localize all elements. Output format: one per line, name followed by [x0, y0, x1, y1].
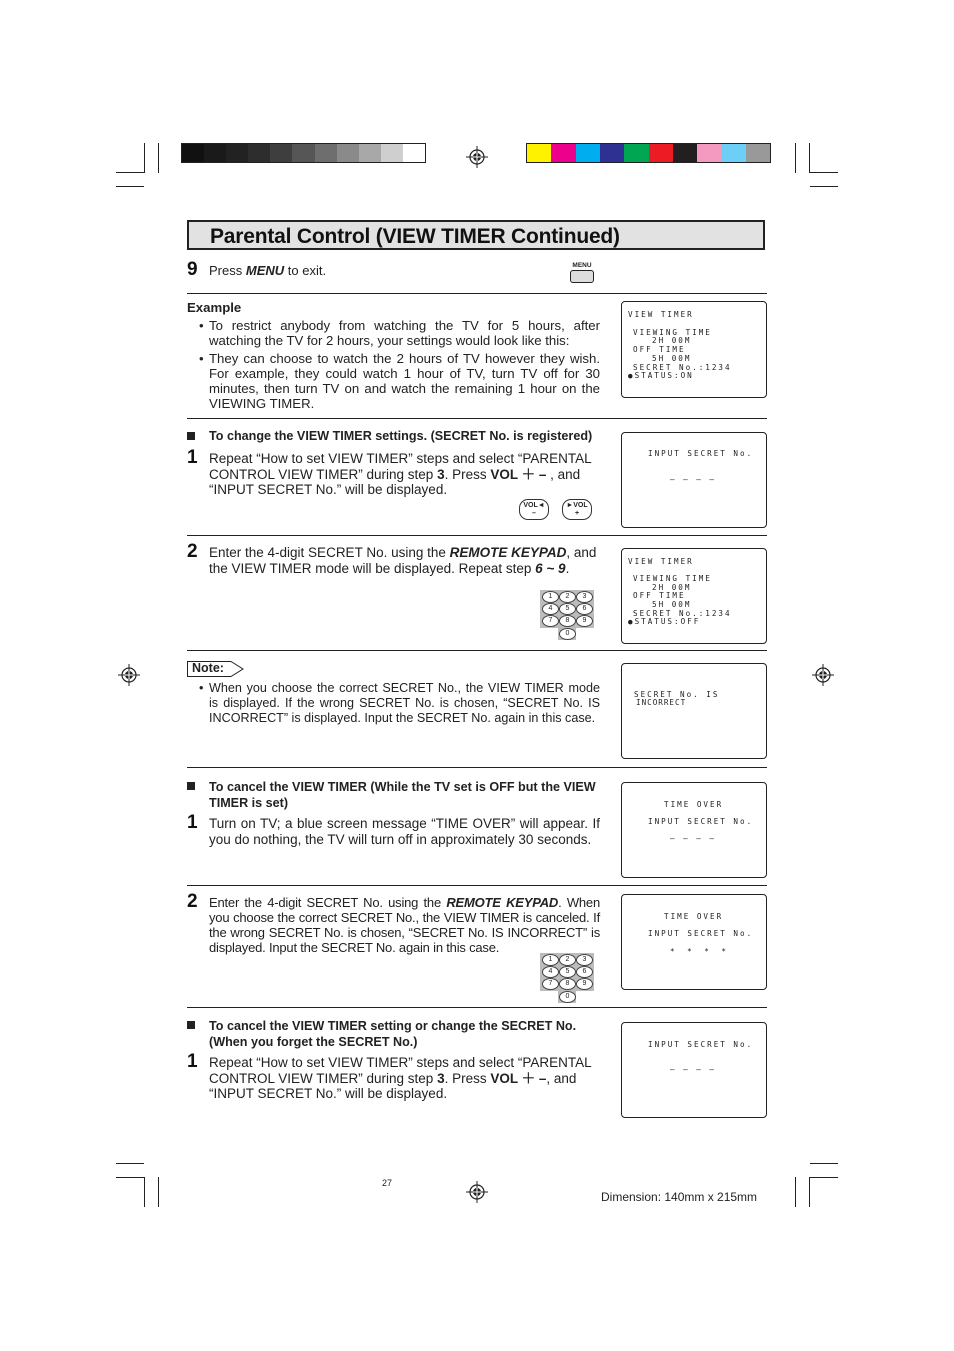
gray-swatch — [381, 144, 404, 162]
keypad-key: 6 — [576, 603, 593, 615]
menu-button-icon — [569, 262, 595, 284]
change-step2-part: Enter the 4-digit SECRET No. using the — [209, 545, 450, 560]
vol-keyword: VOL ＋ – — [490, 1070, 547, 1086]
color-swatch — [673, 144, 698, 162]
gray-swatch — [315, 144, 338, 162]
color-swatch — [624, 144, 649, 162]
forgot-step1-part: . Press — [444, 1070, 491, 1086]
change-step2-part: . — [565, 560, 570, 576]
screen-line: ●STATUS:ON — [628, 371, 694, 380]
screen-line: 5H 00M — [652, 600, 692, 609]
keypad-key: 0 — [559, 991, 576, 1003]
registration-mark-bottom — [466, 1181, 488, 1203]
registration-mark-left — [118, 664, 140, 686]
gray-swatch — [359, 144, 382, 162]
gray-swatch — [248, 144, 271, 162]
gray-swatch — [204, 144, 227, 162]
gray-swatch — [182, 144, 205, 162]
keypad-key: 8 — [559, 615, 576, 627]
change-step2-text — [209, 545, 604, 576]
step9-press: Press — [209, 263, 243, 278]
color-swatch — [551, 144, 576, 162]
divider — [187, 650, 767, 651]
divider — [187, 418, 767, 419]
keypad-key: 5 — [559, 966, 576, 978]
screen-line: – – – – — [670, 834, 717, 843]
example-bullet-1: • To restrict anybody from watching the TV for 5 hours, after watching the TV for 2 hours, your settings would look like this: — [209, 318, 600, 348]
section-bullet-square — [187, 432, 195, 440]
step-number: 1 — [187, 1051, 198, 1072]
gray-swatch — [292, 144, 315, 162]
section-bullet-square — [187, 1021, 195, 1029]
vol-keyword: VOL ＋ – — [490, 466, 547, 482]
color-swatch — [649, 144, 674, 162]
color-calibration-bar — [526, 143, 771, 163]
color-swatch — [746, 144, 771, 162]
keypad-key: 4 — [542, 966, 559, 978]
screen-line: * * * * — [670, 947, 731, 956]
keypad-key: 7 — [542, 978, 559, 990]
keypad-key: 9 — [576, 615, 593, 627]
cancel-step2-part: . When you choose the correct SECRET No., the VIEW TIMER is canceled. If the wrong SECRET No. is chosen, “SECRET No. IS INCORRECT” is displayed. Input the SECRET No. again in this case. — [209, 895, 600, 955]
keypad-key: 1 — [542, 591, 559, 603]
forgot-heading: To cancel the VIEW TIMER setting or change the SECRET No. (When you forget the SECRET No.) — [209, 1019, 577, 1049]
color-swatch — [721, 144, 746, 162]
grayscale-calibration-bar — [181, 143, 426, 163]
tv-screen-time-over-entered — [621, 894, 767, 990]
step-number: 1 — [187, 812, 198, 833]
screen-line: 5H 00M — [652, 354, 692, 363]
divider — [187, 535, 767, 536]
vol-label: VOL — [523, 502, 538, 509]
divider — [187, 767, 767, 768]
tv-screen-secret-incorrect — [621, 663, 767, 759]
forgot-step1-part: , and “INPUT SECRET No.” will be displayed. — [209, 1070, 577, 1101]
screen-line: – – – – — [670, 475, 717, 484]
change-heading: To change the VIEW TIMER settings. (SECRET No. is registered) — [209, 429, 593, 443]
menu-icon-label: MENU — [572, 262, 592, 269]
change-step1-text — [209, 451, 604, 498]
forgot-step1-text — [209, 1055, 604, 1102]
step9-menu-keyword: MENU — [245, 263, 285, 278]
page-number: 27 — [382, 1178, 393, 1188]
divider — [187, 885, 767, 886]
tv-screen-time-over — [621, 782, 767, 878]
keypad-key: 4 — [542, 603, 559, 615]
remote-keypad-keyword: REMOTE KEYPAD — [446, 895, 559, 910]
keypad-key: 3 — [576, 954, 593, 966]
remote-keypad-icon — [540, 590, 594, 640]
screen-line: VIEWING TIME — [633, 574, 712, 583]
screen-line: SECRET No.:1234 — [633, 363, 732, 372]
cancel-step1-text: Turn on TV; a blue screen message “TIME OVER” will appear. If you do nothing, the TV will turn off in approximately 30 seconds. — [209, 816, 600, 847]
screen-line: TIME OVER — [664, 912, 724, 921]
screen-line: INPUT SECRET No. — [648, 929, 754, 938]
cancel-step2-text — [209, 895, 600, 955]
step-number: 2 — [187, 891, 198, 912]
screen-line: VIEWING TIME — [633, 328, 712, 337]
example-heading: Example — [187, 300, 242, 315]
registration-mark-top — [466, 146, 488, 168]
screen-line: INPUT SECRET No. — [648, 817, 754, 826]
change-step1-part: Repeat “How to set VIEW TIMER” steps and select “PARENTAL CONTROL VIEW TIMER” during step — [209, 451, 592, 482]
gray-swatch — [337, 144, 360, 162]
keypad-key: 6 — [576, 966, 593, 978]
screen-line: INPUT SECRET No. — [648, 449, 754, 458]
note-text: • When you choose the correct SECRET No., the VIEW TIMER mode is displayed. If the wrong SECRET No. is chosen, “SECRET No. IS INCORRECT” is displayed. Input the SECRET No. again in this case. — [209, 681, 600, 726]
change-step2-part: , and the VIEW TIMER mode will be displayed. Repeat step — [209, 545, 597, 576]
vol-down-button-icon: VOL◄ – — [519, 499, 549, 520]
step-number: 2 — [187, 541, 198, 562]
screen-line: – – – – — [670, 1065, 717, 1074]
forgot-step1-part: Repeat “How to set VIEW TIMER” steps and select “PARENTAL CONTROL VIEW TIMER” during step — [209, 1055, 592, 1086]
tv-screen-view-timer-off — [621, 548, 767, 644]
page-title: Parental Control (VIEW TIMER Continued) — [210, 225, 620, 248]
keypad-key: 8 — [559, 978, 576, 990]
gray-swatch — [226, 144, 249, 162]
dimension-note: Dimension: 140mm x 215mm — [601, 1190, 758, 1204]
screen-line: VIEW TIMER — [628, 557, 694, 566]
screen-line: VIEW TIMER — [628, 310, 694, 319]
screen-line: INPUT SECRET No. — [648, 1040, 754, 1049]
step-number: 1 — [187, 447, 198, 468]
keypad-key: 5 — [559, 603, 576, 615]
keypad-key: 1 — [542, 954, 559, 966]
remote-keypad-icon — [540, 953, 594, 1003]
color-swatch — [697, 144, 722, 162]
keypad-key: 9 — [576, 978, 593, 990]
divider — [187, 293, 767, 294]
forgot-step1-stepnum: 3 — [437, 1070, 445, 1086]
divider — [187, 1007, 767, 1008]
tv-screen-view-timer-on — [621, 301, 767, 398]
vol-label: VOL — [573, 502, 588, 509]
keypad-key: 3 — [576, 591, 593, 603]
screen-line: TIME OVER — [664, 800, 724, 809]
vol-up-button-icon: ►VOL + — [562, 499, 592, 520]
keypad-key: 0 — [559, 628, 576, 640]
section-bullet-square — [187, 782, 195, 790]
screen-line: SECRET No.:1234 — [633, 609, 732, 618]
screen-line: SECRET No. IS — [634, 690, 720, 699]
change-step1-part: , and “INPUT SECRET No.” will be displayed. — [209, 466, 581, 497]
step9-to-exit: to exit. — [287, 263, 327, 278]
color-swatch — [600, 144, 625, 162]
change-step1-stepnum: 3 — [437, 466, 445, 482]
registration-mark-right — [812, 664, 834, 686]
remote-keypad-keyword: REMOTE KEYPAD — [449, 545, 567, 560]
keypad-key: 7 — [542, 615, 559, 627]
page-title-bar — [187, 220, 765, 250]
tv-screen-input-secret — [621, 432, 767, 528]
screen-line: 2H 00M — [652, 583, 692, 592]
color-swatch — [527, 144, 552, 162]
example-bullet-2: • They can choose to watch the 2 hours of TV however they wish. For example, they could watch 1 hour of TV, turn TV off for 30 minutes, then turn TV on and watch the remaining 1 hour on the VIEWING TIMER. — [209, 351, 600, 411]
color-swatch — [576, 144, 601, 162]
step-range: 6 ~ 9 — [535, 560, 566, 576]
cancel-heading: To cancel the VIEW TIMER (While the TV set is OFF but the VIEW TIMER is set) — [209, 780, 596, 810]
cancel-step2-part: Enter the 4-digit SECRET No. using the — [209, 895, 447, 910]
gray-swatch — [270, 144, 293, 162]
screen-line: INCORRECT — [636, 698, 687, 707]
step9-text — [209, 263, 326, 278]
screen-line: OFF TIME — [633, 345, 686, 354]
step-number: 9 — [187, 259, 198, 280]
gray-swatch — [403, 144, 426, 162]
screen-line: 2H 00M — [652, 336, 692, 345]
keypad-key: 2 — [559, 591, 576, 603]
keypad-key: 2 — [559, 954, 576, 966]
screen-line: OFF TIME — [633, 591, 686, 600]
screen-line: ●STATUS:OFF — [628, 617, 701, 626]
note-label-text: Note: — [192, 661, 224, 675]
tv-screen-input-secret-2 — [621, 1022, 767, 1118]
change-step1-part: . Press — [444, 466, 491, 482]
